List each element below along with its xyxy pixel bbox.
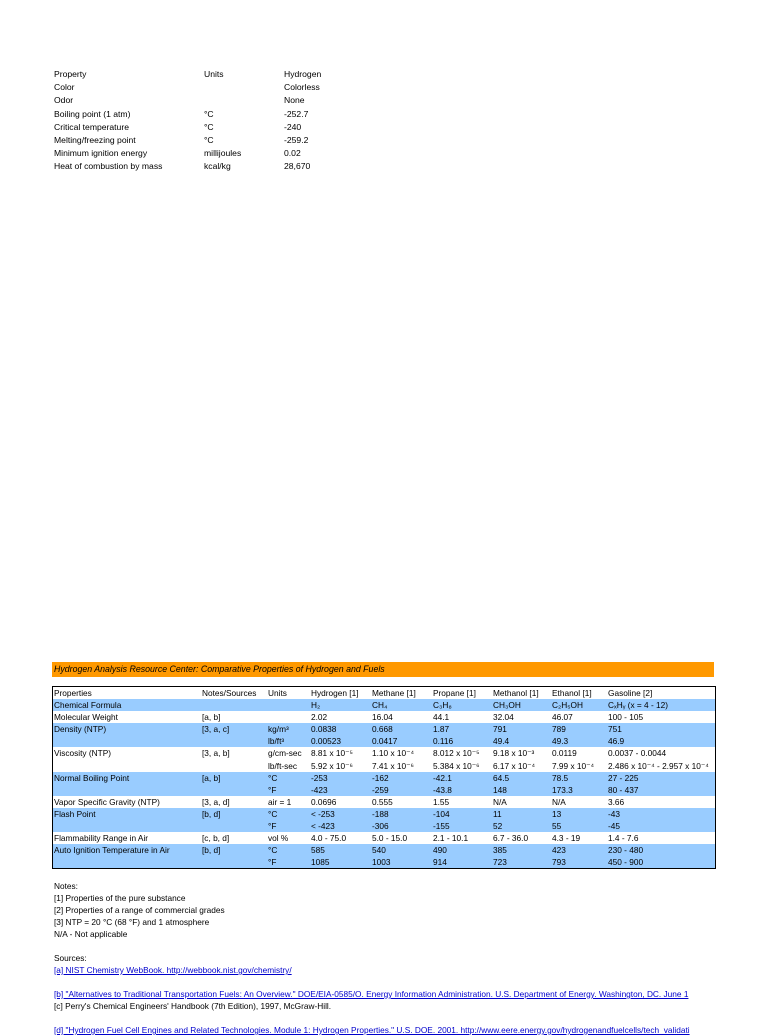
table-cell: 914 [433, 857, 447, 868]
table-cell: 585 [311, 845, 325, 856]
table-cell: -162 [372, 772, 389, 783]
table-cell: 1.10 x 10⁻⁴ [372, 748, 415, 759]
table-cell: 0.0696 [311, 796, 337, 807]
table-row [53, 735, 715, 747]
table-cell: -423 [311, 784, 328, 795]
table-cell: 55 [552, 821, 562, 832]
units-label: millijoules [204, 148, 242, 159]
header-cell: Ethanol [1] [552, 688, 592, 698]
table-cell: 0.0417 [372, 736, 398, 747]
table-cell: 1.87 [433, 724, 450, 735]
table-row [53, 760, 715, 772]
table-cell: °C [268, 845, 278, 856]
table-cell: 0.00523 [311, 736, 341, 747]
table-cell: -45 [608, 821, 620, 832]
property-label: Minimum ignition energy [54, 148, 148, 159]
property-label: Melting/freezing point [54, 134, 136, 145]
header-row [53, 687, 715, 699]
table-cell: 49.3 [552, 736, 569, 747]
property-label: Property [54, 69, 87, 79]
table-cell: -155 [433, 821, 450, 832]
table-cell: air = 1 [268, 796, 292, 807]
table-cell: 2.02 [311, 712, 328, 723]
header-cell: Methanol [1] [493, 688, 539, 698]
table-row [53, 820, 715, 832]
table-cell: 27 - 225 [608, 772, 639, 783]
table-cell: [a, b] [202, 712, 221, 723]
table-cell: kg/m³ [268, 724, 289, 735]
table-cell: 5.92 x 10⁻⁶ [311, 760, 353, 771]
comparison-title-bar: Hydrogen Analysis Resource Center: Comparative Properties of Hydrogen and Fuels [52, 662, 714, 677]
table-row [53, 832, 715, 844]
table-cell: 11 [493, 808, 502, 819]
table-cell: 5.384 x 10⁻⁶ [433, 760, 480, 771]
sources-heading: Sources: [54, 953, 87, 963]
hydrogen-value: -259.2 [284, 134, 309, 145]
table-cell: C₂H₅OH [552, 700, 583, 711]
table-cell: 723 [493, 857, 507, 868]
note-item: [1] Properties of the pure substance [54, 893, 186, 903]
table-cell: Viscosity (NTP) [54, 748, 112, 759]
table-row [53, 772, 715, 784]
table-cell: < -253 [311, 808, 335, 819]
table-cell: °F [268, 784, 277, 795]
table-cell: 44.1 [433, 712, 450, 723]
property-label: Critical temperature [54, 121, 129, 132]
table-row [53, 723, 715, 735]
table-cell: 789 [552, 724, 566, 735]
table-cell: 32.04 [493, 712, 514, 723]
header-cell: Units [268, 688, 287, 698]
note-item: [2] Properties of a range of commercial grades [54, 905, 225, 915]
table-cell: 0.0119 [552, 748, 577, 759]
units-label: kcal/kg [204, 161, 231, 172]
table-cell: -253 [311, 772, 328, 783]
table-cell: -43 [608, 808, 620, 819]
table-cell: 2.486 x 10⁻⁴ - 2.957 x 10⁻⁴ [608, 760, 709, 771]
table-cell: 13 [552, 808, 562, 819]
table-cell: 3.66 [608, 796, 625, 807]
table-cell: 148 [493, 784, 507, 795]
table-cell: H₂ [311, 700, 321, 711]
table-cell: C₃H₈ [433, 700, 452, 711]
hydrogen-value: None [284, 95, 305, 106]
table-cell: 173.3 [552, 784, 573, 795]
table-cell: [c, b, d] [202, 833, 230, 844]
table-cell: 7.41 x 10⁻⁶ [372, 760, 414, 771]
table-cell: 793 [552, 857, 566, 868]
table-cell: 8.81 x 10⁻⁵ [311, 748, 353, 759]
notes-heading: Notes: [54, 881, 78, 891]
table-cell: °C [268, 772, 278, 783]
table-cell: 6.7 - 36.0 [493, 833, 529, 844]
table-cell: Flash Point [54, 808, 96, 819]
units-label: °C [204, 134, 214, 145]
table-cell: 49.4 [493, 736, 510, 747]
table-cell: -188 [372, 808, 389, 819]
source-c: [c] Perry's Chemical Engineers' Handbook (7th Edition), 1997, McGraw-Hill. [54, 1001, 332, 1011]
table-row [53, 711, 715, 723]
property-label: Heat of combustion by mass [54, 161, 163, 172]
units-label: Units [204, 69, 224, 79]
table-cell: 2.1 - 10.1 [433, 833, 469, 844]
table-cell: 0.0838 [311, 724, 337, 735]
table-cell: 385 [493, 845, 507, 856]
table-cell: 4.0 - 75.0 [311, 833, 347, 844]
table-cell: °C [268, 808, 278, 819]
table-cell: [3, a, c] [202, 724, 230, 735]
table-cell: N/A [493, 796, 507, 807]
table-cell: 0.116 [433, 736, 454, 747]
table-cell: Chemical Formula [54, 700, 122, 711]
table-cell: 78.5 [552, 772, 569, 783]
header-cell: Gasoline [2] [608, 688, 653, 698]
table-cell: 1085 [311, 857, 330, 868]
table-row [53, 784, 715, 796]
table-cell: CₓHᵧ (x = 4 - 12) [608, 700, 669, 711]
table-row [53, 796, 715, 808]
table-cell: lb/ft³ [268, 736, 285, 747]
table-row [53, 747, 715, 759]
table-cell: 46.07 [552, 712, 573, 723]
hydrogen-value: Hydrogen [284, 69, 322, 79]
table-row [53, 856, 715, 868]
table-cell: -306 [372, 821, 389, 832]
table-cell: -43.8 [433, 784, 452, 795]
units-label: °C [204, 108, 214, 119]
table-cell: 100 - 105 [608, 712, 644, 723]
table-cell: 9.18 x 10⁻³ [493, 748, 535, 759]
table-cell: Auto Ignition Temperature in Air [54, 845, 170, 856]
table-cell: Flammability Range in Air [54, 833, 149, 844]
table-cell: °F [268, 857, 277, 868]
table-cell: 4.3 - 19 [552, 833, 581, 844]
table-cell: Vapor Specific Gravity (NTP) [54, 796, 160, 807]
table-cell: 0.668 [372, 724, 393, 735]
table-cell: 1.4 - 7.6 [608, 833, 639, 844]
header-cell: Methane [1] [372, 688, 416, 698]
table-cell: 46.9 [608, 736, 625, 747]
table-row [53, 699, 715, 711]
units-label: °C [204, 121, 214, 132]
note-item: N/A - Not applicable [54, 929, 128, 939]
table-body [53, 699, 715, 868]
table-cell: N/A [552, 796, 566, 807]
table-cell: 450 - 900 [608, 857, 644, 868]
hydrogen-value: 28,670 [284, 161, 311, 172]
table-cell: 5.0 - 15.0 [372, 833, 408, 844]
source-d-link[interactable]: [d] "Hydrogen Fuel Cell Engines and Related Technologies. Module 1: Hydrogen Properties." U.S. DOE. 2001. http://www.eere.energy.gov/hydrogenandfuelcells/tech_validati [54, 1025, 690, 1035]
comparison-table [52, 686, 716, 869]
header-cell: Properties [54, 688, 92, 698]
table-cell: 80 - 437 [608, 784, 639, 795]
table-cell: 1003 [372, 857, 391, 868]
table-row [53, 844, 715, 856]
table-cell: vol % [268, 833, 289, 844]
table-cell: 6.17 x 10⁻⁴ [493, 760, 536, 771]
table-cell: 791 [493, 724, 507, 735]
note-item: [3] NTP = 20 °C (68 °F) and 1 atmosphere [54, 917, 210, 927]
property-label: Odor [54, 95, 74, 106]
source-a-link[interactable]: [a] NIST Chemistry WebBook. http://webbook.nist.gov/chemistry/ [54, 965, 292, 975]
table-row [53, 808, 715, 820]
table-cell: lb/ft-sec [268, 760, 298, 771]
table-cell: -42.1 [433, 772, 452, 783]
header-cell: Hydrogen [1] [311, 688, 359, 698]
table-cell: [3, a, d] [202, 796, 230, 807]
property-label: Color [54, 82, 75, 93]
source-b-link[interactable]: [b] "Alternatives to Traditional Transportation Fuels: An Overview." DOE/EIA-0585/O. Energy Information Administration. U.S. Department of Energy. Washington, DC. June 1 [54, 989, 689, 999]
table-cell: CH₄ [372, 700, 388, 711]
table-cell: -259 [372, 784, 389, 795]
table-cell: g/cm-sec [268, 748, 302, 759]
table-cell: [b, d] [202, 845, 221, 856]
table-cell: 52 [493, 821, 503, 832]
table-cell: 0.555 [372, 796, 393, 807]
hydrogen-value: -252.7 [284, 108, 309, 119]
table-cell: < -423 [311, 821, 335, 832]
table-cell: 540 [372, 845, 386, 856]
table-cell: °F [268, 821, 277, 832]
header-cell: Notes/Sources [202, 688, 257, 698]
property-label: Boiling point (1 atm) [54, 108, 131, 119]
table-cell: 230 - 480 [608, 845, 644, 856]
header-cell: Propane [1] [433, 688, 476, 698]
hydrogen-value: 0.02 [284, 148, 301, 159]
table-cell: CH₃OH [493, 700, 521, 711]
notes-section [54, 880, 714, 1036]
hydrogen-value: -240 [284, 121, 302, 132]
table-cell: [a, b] [202, 772, 221, 783]
table-cell: Normal Boiling Point [54, 772, 130, 783]
table-cell: 751 [608, 724, 622, 735]
table-cell: [b, d] [202, 808, 221, 819]
table-cell: 16.04 [372, 712, 393, 723]
table-cell: 490 [433, 845, 447, 856]
table-cell: [3, a, b] [202, 748, 230, 759]
table-cell: -104 [433, 808, 450, 819]
table-cell: 64.5 [493, 772, 510, 783]
table-cell: 423 [552, 845, 566, 856]
table-cell: 1.55 [433, 796, 450, 807]
table-cell: 0.0037 - 0.0044 [608, 748, 667, 759]
table-cell: 7.99 x 10⁻⁴ [552, 760, 595, 771]
hydrogen-value: Colorless [284, 82, 320, 93]
table-cell: Density (NTP) [54, 724, 107, 735]
table-cell: Molecular Weight [54, 712, 118, 723]
table-cell: 8.012 x 10⁻⁵ [433, 748, 480, 759]
